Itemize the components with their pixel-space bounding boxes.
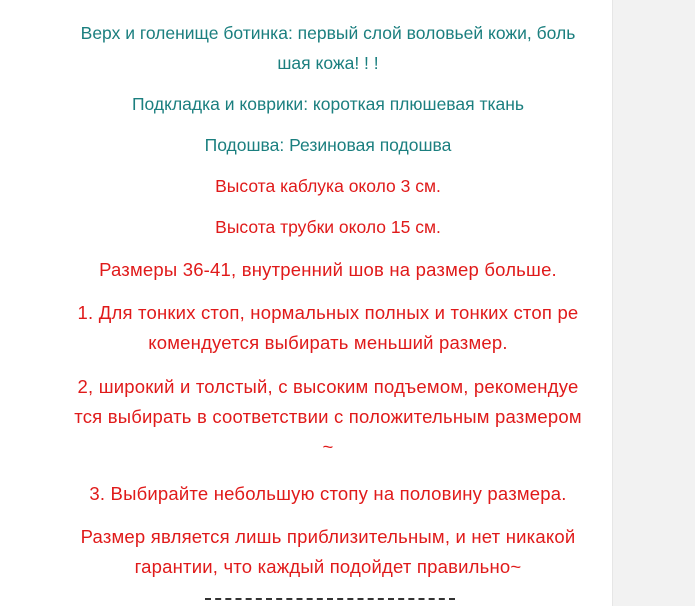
sizes-text: Размеры 36-41, внутренний шов на размер больше. (99, 259, 557, 280)
disclaimer-text: Размер является лишь приблизительным, и нет никакой гарантии, что каждый подойдет правильно~ (80, 526, 576, 577)
size-note-3: 3. Выбирайте небольшую стопу на половину размера. (89, 483, 567, 504)
shaft-height-text: Высота трубки около 15 см. (215, 217, 441, 237)
heel-height-text: Высота каблука около 3 см. (215, 176, 441, 196)
lining-text: Подкладка и коврики: короткая плюшевая ткань (131, 94, 525, 114)
material-upper-text: Верх и голенище ботинка: первый слой воловьей кожи, боль шая кожа! ! ! (80, 23, 576, 73)
dashed-divider (205, 598, 455, 604)
side-panel (612, 0, 695, 606)
size-note-1: 1. Для тонких стоп, нормальных полных и тонких стоп ре комендуется выбирать меньший размер. (77, 302, 579, 353)
size-note-2: 2, широкий и толстый, с высоким подъемом, рекомендуе тся выбирать в соответствии с положительным размером ~ (74, 376, 582, 457)
sole-text: Подошва: Резиновая подошва (204, 135, 452, 155)
